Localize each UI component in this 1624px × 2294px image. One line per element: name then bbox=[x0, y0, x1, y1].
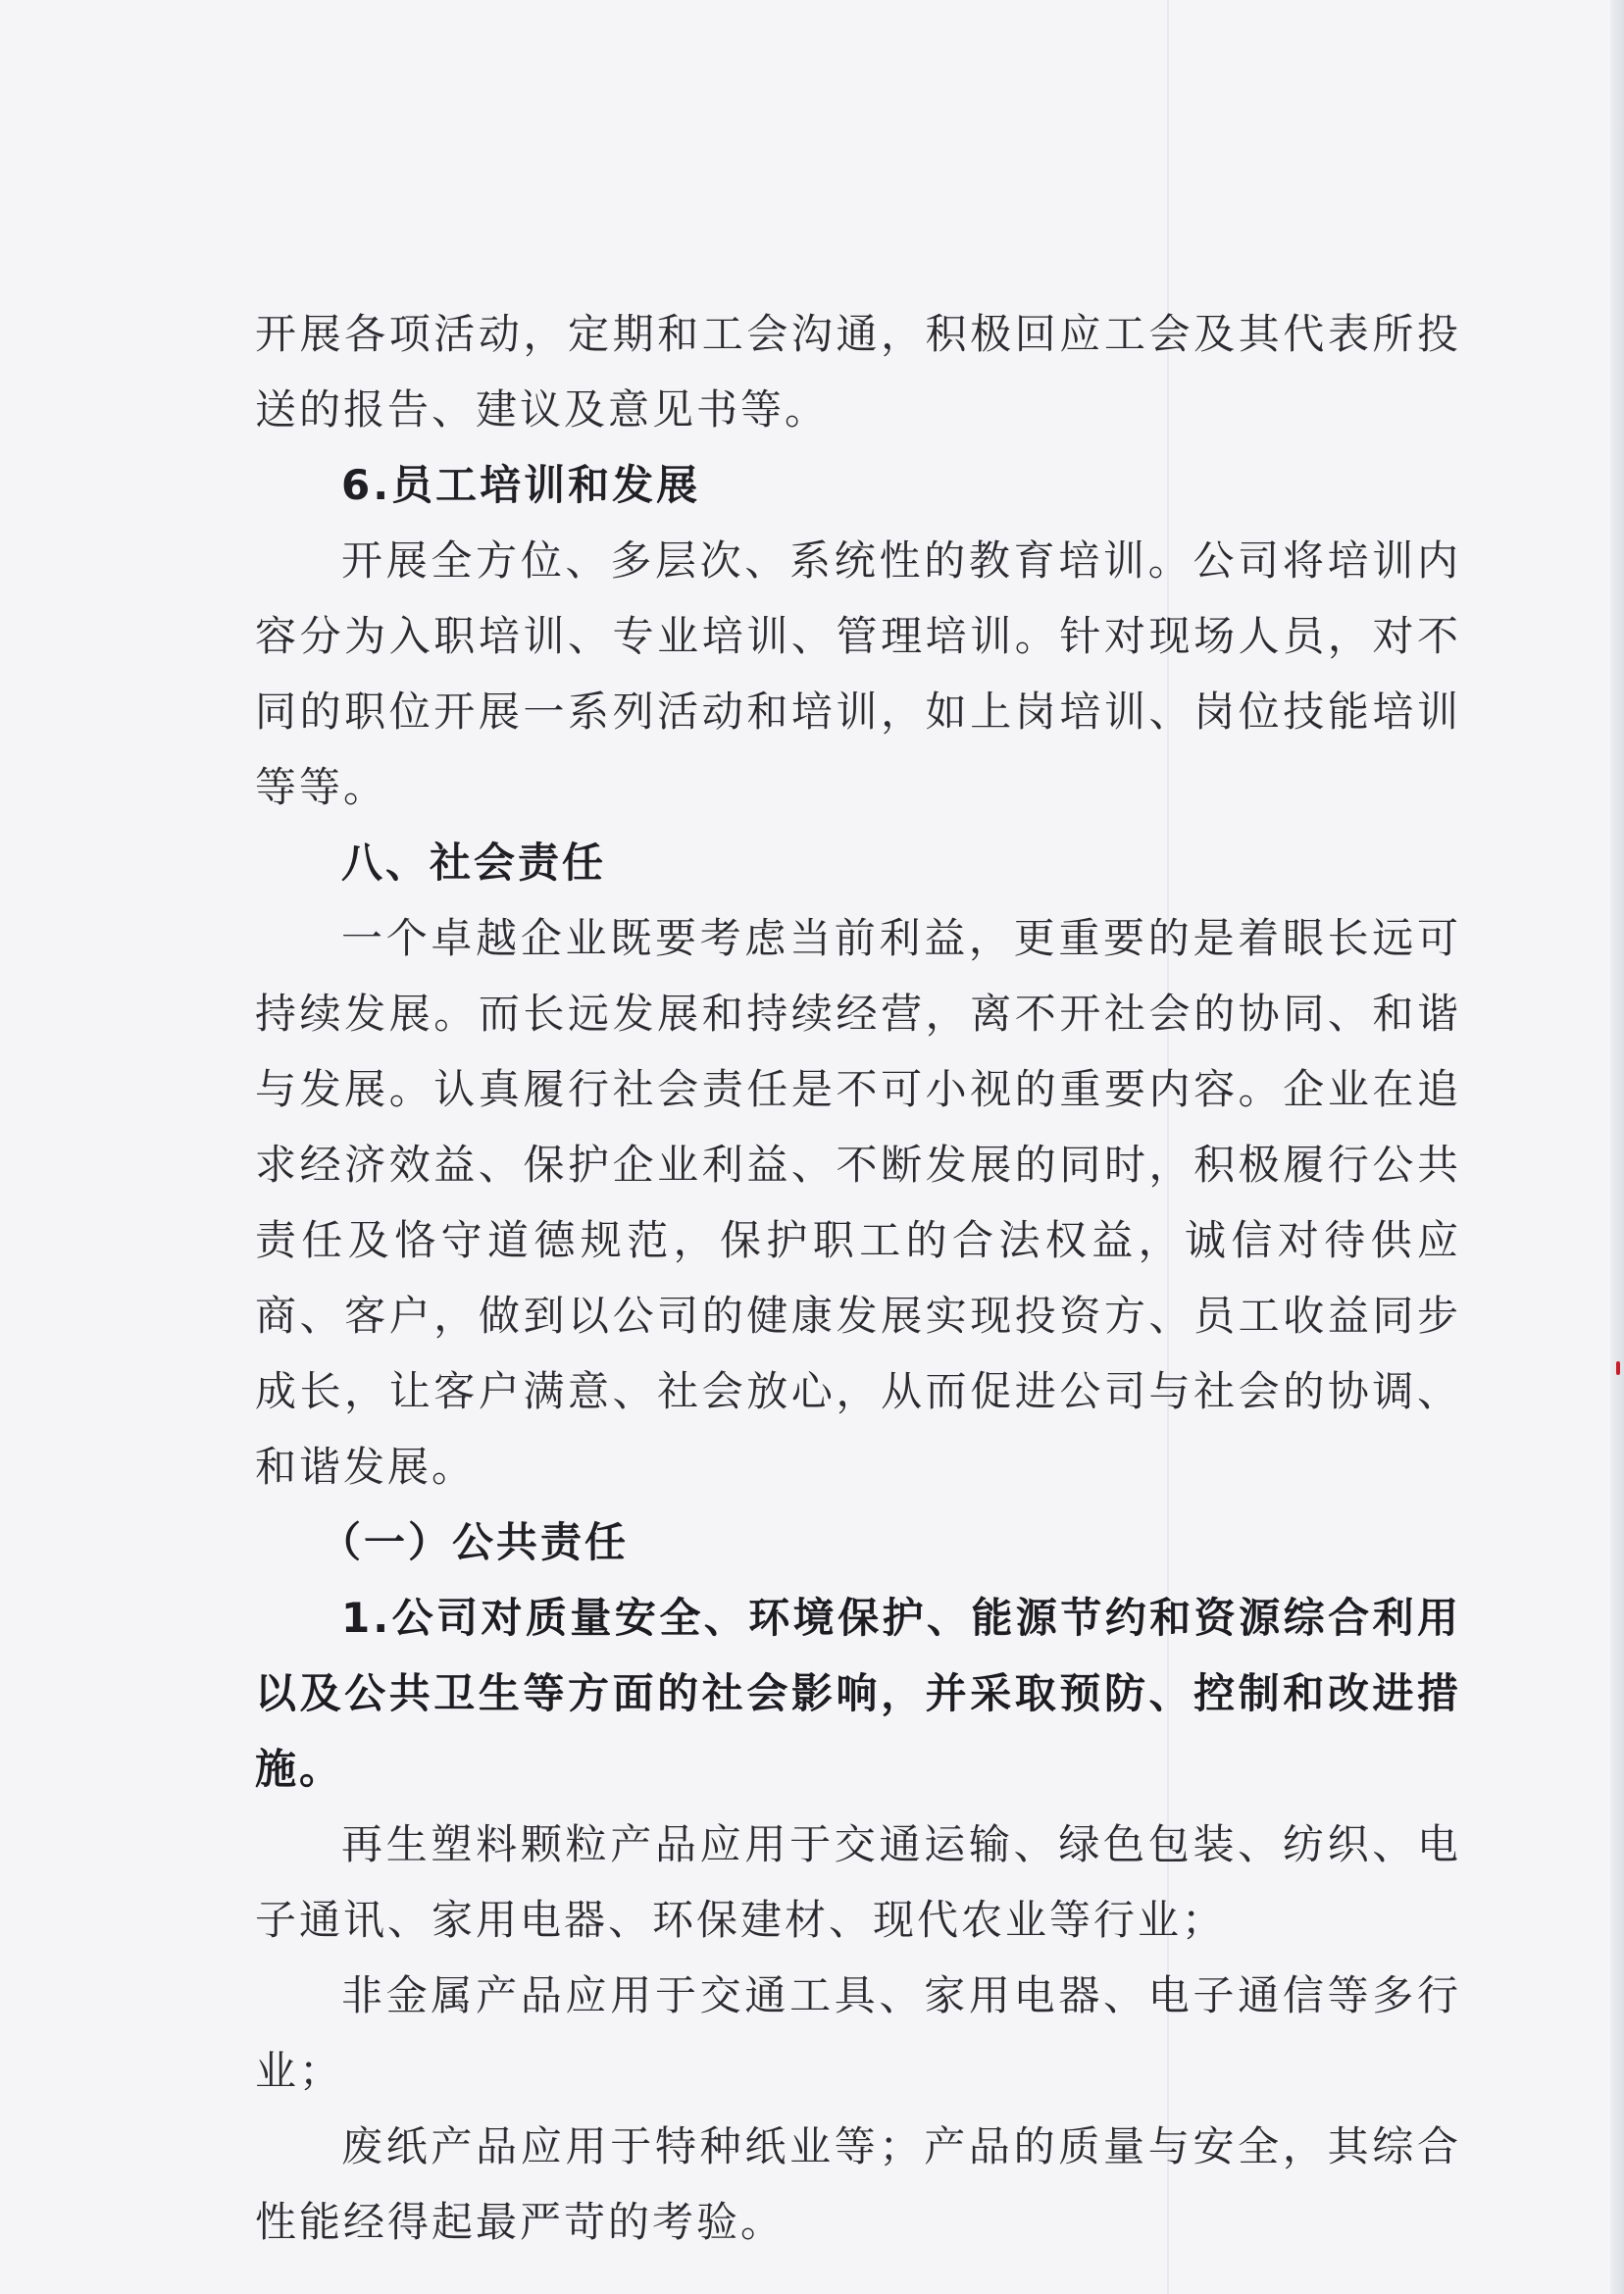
heading-employee-training: 6.员工培训和发展 bbox=[341, 461, 701, 509]
page-edge-shadow bbox=[1610, 0, 1624, 2294]
red-margin-mark bbox=[1616, 1361, 1620, 1375]
paragraph-union-communication: 开展各项活动，定期和工会沟通，积极回应工会及其代表所投送的报告、建议及意见书等。 bbox=[255, 310, 1461, 433]
paragraph-nonmetal-products: 非金属产品应用于交通工具、家用电器、电子通信等多行业； bbox=[255, 1971, 1461, 2095]
heading-social-responsibility: 八、社会责任 bbox=[341, 839, 607, 887]
document-body bbox=[255, 296, 1461, 2260]
paragraph-wastepaper-products: 废纸产品应用于特种纸业等；产品的质量与安全，其综合性能经得起最严苛的考验。 bbox=[255, 2122, 1461, 2246]
paragraph-plastic-products: 再生塑料颗粒产品应用于交通运输、绿色包装、纺织、电子通讯、家用电器、环保建材、现代农业等行业； bbox=[255, 1820, 1461, 1944]
paragraph-quality-safety-bold: 1.公司对质量安全、环境保护、能源节约和资源综合利用以及公共卫生等方面的社会影响，并采取预防、控制和改进措施。 bbox=[255, 1594, 1461, 1793]
paragraph-social-responsibility: 一个卓越企业既要考虑当前利益，更重要的是着眼长远可持续发展。而长远发展和持续经营，离不开社会的协同、和谐与发展。认真履行社会责任是不可小视的重要内容。企业在追求经济效益、保护企业利益、不断发展的同时，积极履行公共责任及恪守道德规范，保护职工的合法权益，诚信对待供应商、客户，做到以公司的健康发展实现投资方、员工收益同步成长，让客户满意、社会放心，从而促进公司与社会的协调、和谐发展。 bbox=[255, 914, 1461, 1491]
heading-public-responsibility: （一）公共责任 bbox=[320, 1518, 630, 1566]
paragraph-training: 开展全方位、多层次、系统性的教育培训。公司将培训内容分为入职培训、专业培训、管理培训。针对现场人员，对不同的职位开展一系列活动和培训，如上岗培训、岗位技能培训等等。 bbox=[255, 536, 1461, 811]
